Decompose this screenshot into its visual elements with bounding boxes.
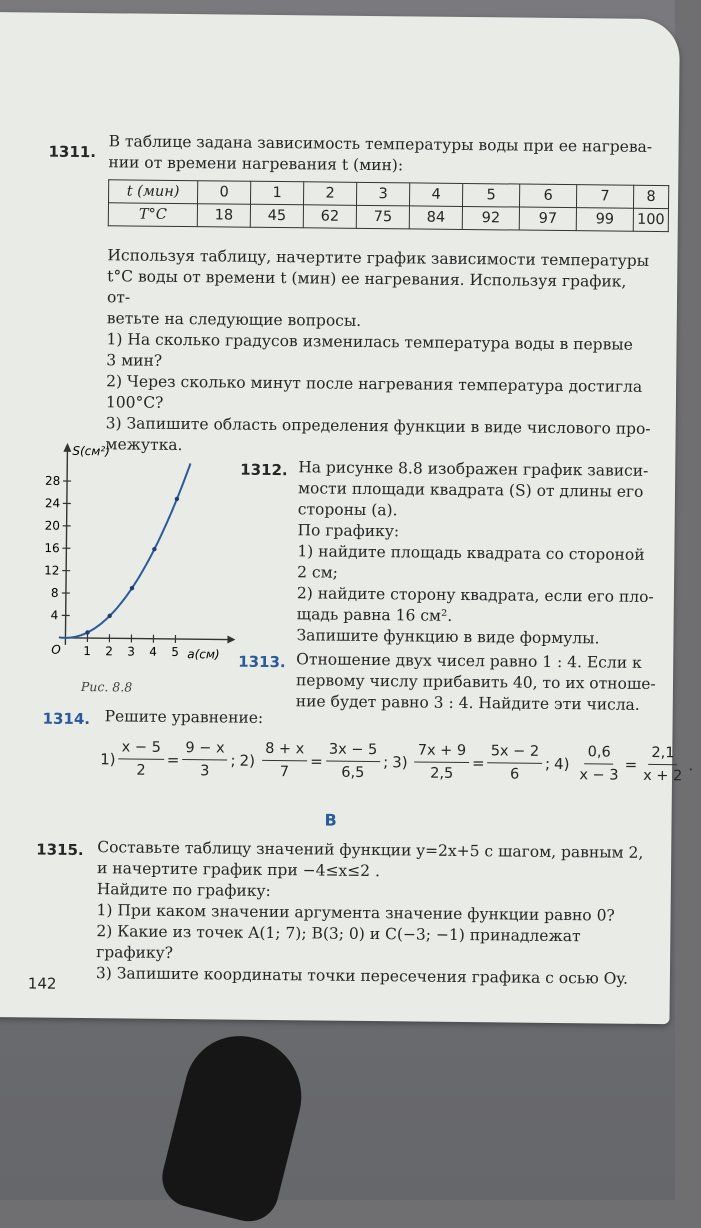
figure-caption: Рис. 8.8 (81, 679, 132, 695)
separator: ; (545, 754, 550, 772)
denominator: 2,5 (427, 763, 456, 783)
text-line: По графику: (297, 520, 657, 545)
text-line: Отношение двух чисел равно 1 : 4. Если к (296, 649, 656, 674)
y-tick-label: 20 (45, 519, 60, 533)
text-line: 100°С? (106, 392, 651, 419)
eq4-fraction-right (640, 744, 686, 785)
text-line: первому числу прибавить 40, то их отноше- (296, 670, 656, 695)
table-cell: 92 (462, 206, 519, 230)
problem-1311-intro-line-1: В таблице задана зависимость температуры воды при ее нагрева- (109, 131, 653, 158)
eq1-fraction-right (182, 739, 228, 780)
text-line: межутка. (105, 434, 650, 461)
text-line: 1) найдите площадь квадрата со стороной (297, 541, 657, 566)
numerator: 8 + x (262, 740, 307, 761)
table-cell: 0 (198, 181, 251, 205)
eq2-label: 2) (240, 751, 256, 769)
temperature-table (108, 179, 669, 232)
numerator: 5x − 2 (488, 742, 543, 764)
text-line: 2) найдите сторону квадрата, если его пло- (297, 583, 657, 608)
table-cell: 5 (462, 183, 519, 207)
table-cell: 62 (303, 205, 356, 229)
numerator: x − 5 (119, 738, 164, 759)
separator: ; (383, 753, 388, 771)
x-tick-label: 4 (149, 645, 157, 659)
numerator: 2,1 (648, 744, 677, 765)
end-period: . (688, 756, 693, 774)
denominator: 6,5 (338, 762, 367, 782)
y-axis-label: S(см²) (72, 444, 110, 458)
problem-1314-title: Решите уравнение: (105, 706, 264, 729)
text-line: 2 см; (297, 562, 657, 587)
eq4-label: 4) (554, 754, 570, 772)
text-line: ние будет равно 3 : 4. Найдите эти числа. (296, 691, 656, 716)
equals-sign: = (167, 750, 180, 768)
table-cell: 7 (576, 185, 633, 209)
thumb-shadow (156, 1024, 314, 1227)
y-tick-label: 28 (45, 474, 60, 488)
eq2-fraction-right (326, 741, 381, 783)
eq3-fraction-right (487, 742, 542, 784)
text-line: стороны (a). (298, 499, 658, 524)
numerator: 7x + 9 (415, 741, 470, 763)
text-line: мости площади квадрата (S) от длины его (298, 478, 658, 503)
table-cell: 8 (633, 185, 668, 208)
denominator: 2 (133, 760, 148, 780)
text-line: 2) Через сколько минут после нагревания температура достигла (106, 371, 651, 398)
table-cell: 45 (250, 204, 303, 228)
table-cell: 100 (633, 208, 668, 231)
problem-1315-body (96, 837, 658, 990)
table-cell: 75 (356, 205, 409, 229)
problem-1313-body (296, 649, 657, 716)
text-line: и начертите график при −4≤x≤2 . (97, 858, 657, 885)
row-header-time: t (мин) (109, 180, 198, 204)
problem-1312-body (296, 457, 658, 650)
y-tick-label: 4 (51, 608, 59, 622)
eq1-fraction-left (118, 738, 164, 779)
numerator: 3x − 5 (326, 741, 381, 763)
origin-label: O (51, 643, 61, 657)
table-cell: 4 (409, 183, 462, 207)
text-line: щадь равна 16 см². (297, 604, 657, 629)
x-tick-label: 1 (83, 644, 91, 658)
page-number: 142 (28, 974, 57, 992)
equations-row (100, 738, 693, 785)
table-cell: 2 (303, 182, 356, 206)
denominator: 7 (277, 761, 292, 781)
denominator: 3 (197, 760, 212, 780)
problem-1312-number: 1312. (240, 461, 288, 479)
table-cell: 6 (519, 184, 576, 208)
eq2-fraction-left (262, 740, 308, 781)
y-tick-label: 24 (45, 496, 60, 510)
y-axis-arrow (63, 443, 71, 452)
table-row-temperature (108, 203, 668, 232)
row-header-temperature: T°C (108, 203, 197, 227)
x-axis (61, 638, 227, 640)
section-letter: B (324, 811, 336, 830)
text-line: ветьте на следующие вопросы. (107, 308, 652, 335)
numerator: 0,6 (585, 743, 614, 764)
x-axis-arrow (227, 636, 235, 644)
figure-8-8-graph (35, 433, 238, 680)
problem-1311-body (105, 245, 652, 461)
table-cell: 18 (197, 204, 250, 228)
separator: ; (230, 751, 235, 769)
table-cell: 1 (251, 181, 304, 205)
denominator: x − 3 (576, 764, 621, 784)
problem-1311-number: 1311. (48, 143, 96, 161)
text-line: 1) При каком значении аргумента значение функции равно 0? (96, 900, 656, 927)
curve-points (85, 496, 179, 636)
table-cell: 97 (519, 207, 576, 231)
x-tick-label: 2 (105, 644, 113, 658)
table-cell: 84 (409, 206, 462, 230)
text-line: 2) Какие из точек A(1; 7); B(3; 0) и C(−3; −1) принадлежат графику? (96, 921, 656, 969)
text-line: t°C воды от времени t (мин) ее нагревания. Используя график, от- (107, 266, 652, 314)
eq1-label: 1) (100, 750, 116, 768)
text-line: Составьте таблицу значений функции y=2x+5 с шагом, равным 2, (97, 837, 657, 864)
denominator: 6 (507, 763, 522, 783)
eq3-fraction-left (414, 741, 469, 783)
equals-sign: = (310, 752, 323, 770)
x-tick-label: 3 (127, 644, 135, 658)
text-line: 3) Запишите координаты точки пересечения графика с осью Oy. (96, 963, 656, 990)
textbook-page (0, 12, 680, 1024)
problem-1315-number: 1315. (36, 841, 84, 859)
table-cell: 3 (356, 182, 409, 206)
denominator: x + 2 (640, 765, 685, 785)
text-line: Используя таблицу, начертите график зависимости температуры (107, 245, 652, 272)
x-axis-label: a(см) (187, 647, 220, 661)
text-line: Запишите функцию в виде формулы. (296, 625, 656, 650)
text-line: Найдите по графику: (97, 879, 657, 906)
text-line: 3 мин? (106, 350, 651, 377)
text-line: 1) На сколько градусов изменилась температура воды в первые (106, 329, 651, 356)
x-tick-label: 5 (171, 645, 179, 659)
eq4-fraction-left (576, 743, 622, 784)
y-tick-label: 12 (44, 563, 59, 577)
numerator: 9 − x (182, 739, 227, 760)
problem-1313-number: 1313. (238, 653, 286, 671)
problem-1311-intro-line-2: нии от времени нагревания t (мин): (108, 152, 403, 176)
problem-1314-number: 1314. (43, 710, 91, 728)
equals-sign: = (625, 755, 638, 773)
text-line: На рисунке 8.8 изображен график зависи- (298, 457, 658, 482)
equals-sign: = (472, 754, 485, 772)
y-tick-label: 16 (44, 541, 59, 555)
table-cell: 99 (576, 208, 633, 232)
temperature-table-wrap (108, 179, 669, 232)
parabola-curve (59, 462, 191, 639)
text-line: 3) Запишите область определения функции в виде числового про- (106, 413, 651, 440)
y-tick-label: 8 (51, 586, 59, 600)
eq3-label: 3) (392, 753, 408, 771)
